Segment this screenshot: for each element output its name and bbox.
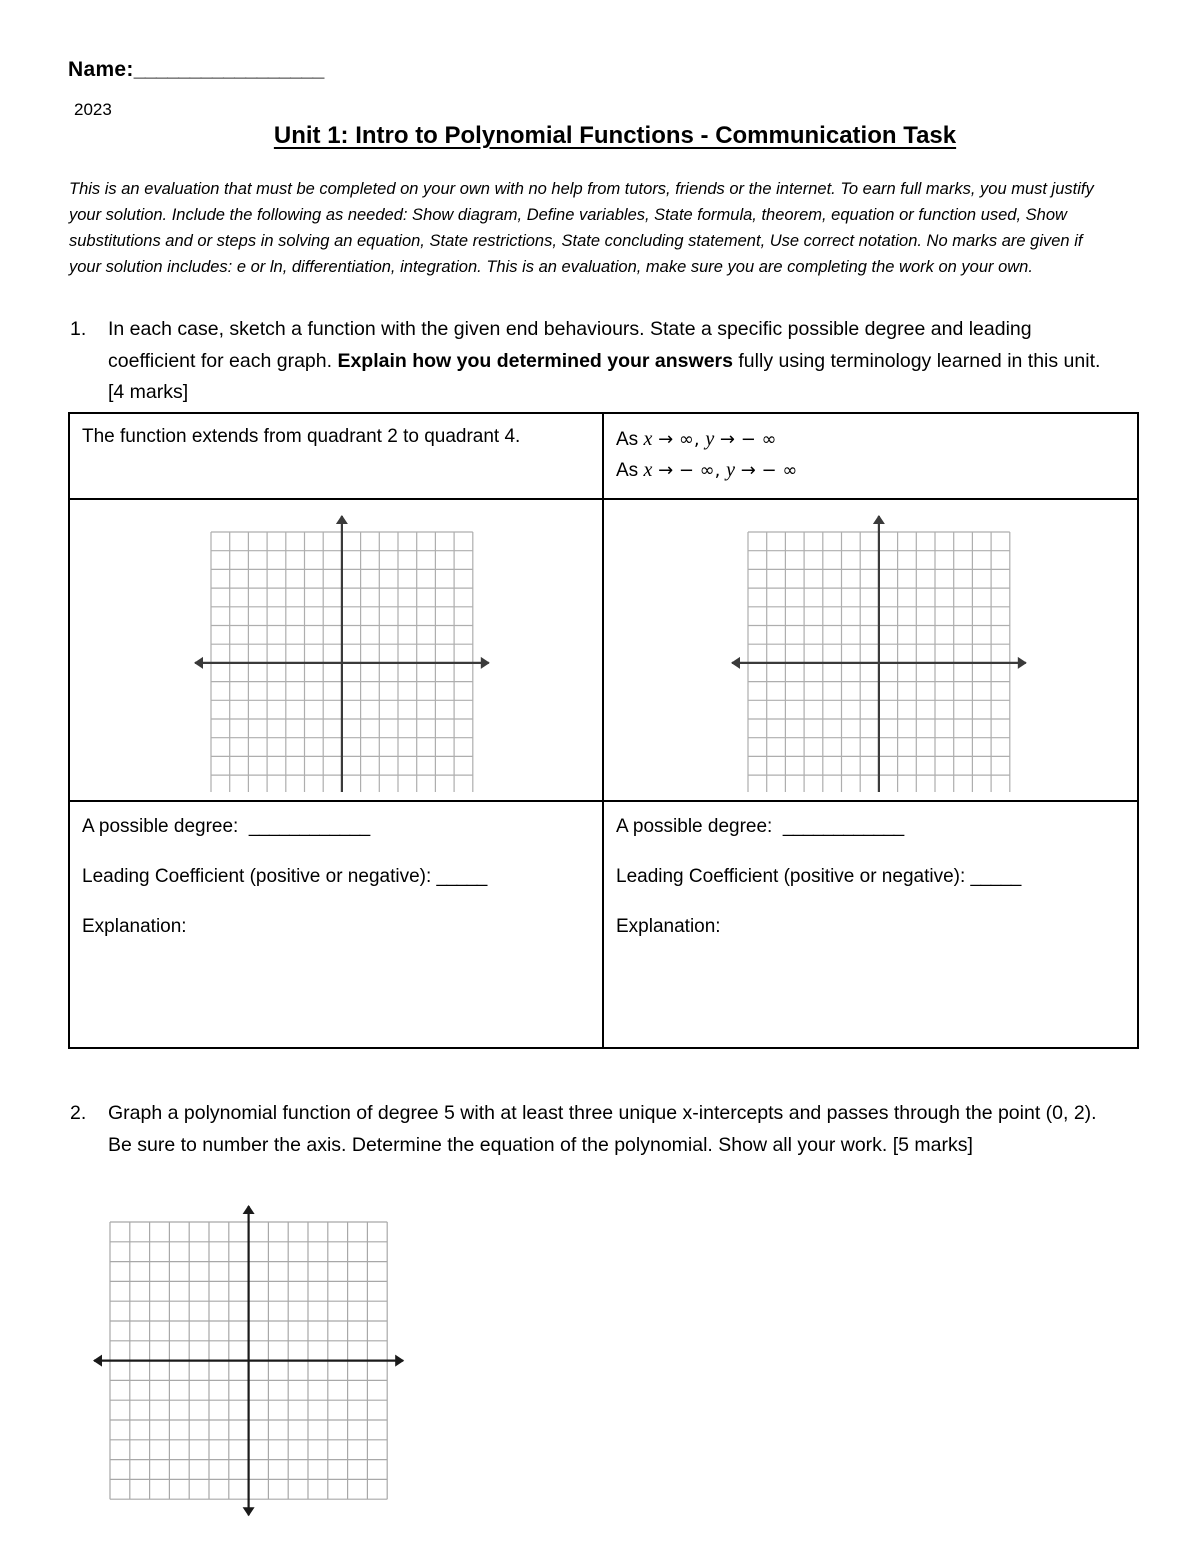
end-behaviour-table [68,412,1139,1049]
explanation-label-right: Explanation: [616,915,721,937]
question-1-text [108,314,1115,409]
question-2-text: Graph a polynomial function of degree 5 with at least three unique x-intercepts and passes through the point (0, 2). Be sure to number the axis. Determine the equation of the polynomial. Show all your work. [5 marks] [108,1102,1097,1156]
leading-coefficient-line-right [616,866,1137,888]
question-1-number: 1. [70,318,87,340]
cell-answers-right [603,801,1138,1048]
question-2-number: 2. [70,1102,87,1124]
cell-prompt-right [603,413,1138,499]
leading-coefficient-label-right: Leading Coefficient (positive or negative): [616,865,966,887]
graph-3-canvas[interactable] [86,1198,426,1518]
graph-2-canvas[interactable] [728,512,1028,792]
eb1-y-var: y [705,428,715,450]
name-blank-line[interactable]: _________________ [133,58,324,81]
eb2-prefix: As [616,459,644,481]
question-1-part-a: In each case, sketch a function with the given end behaviours. State a specific possible degree and leading coefficient for each graph. [108,318,1032,372]
table-row-graphs [69,499,1138,801]
leading-coefficient-label-left: Leading Coefficient (positive or negative): [82,865,432,887]
question-1-part-b: fully using terminology learned in this unit. [4 marks] [108,349,1101,404]
eb2-x-var: x [643,458,653,481]
eb2-y-var: y [726,458,736,481]
name-field-row [68,58,324,82]
question-1-emphasis: Explain how you determined your answers [337,349,733,372]
table-row-answers [69,801,1138,1048]
table-row-prompts [69,413,1138,499]
year-text: 2023 [74,100,112,119]
eb2-suffix: → − ∞ [735,459,798,481]
leading-coefficient-blank-right[interactable]: _____ [970,865,1021,887]
explanation-label-left: Explanation: [82,915,187,937]
degree-blank-left[interactable]: ____________ [248,815,370,837]
eb1-x-var: x [643,428,653,450]
leading-coefficient-line-left [82,866,602,888]
graph-1-canvas[interactable] [191,512,491,792]
answers-left-block [70,802,602,938]
degree-label-left: A possible degree: [82,815,239,837]
degree-blank-right[interactable]: ____________ [782,815,904,837]
page-title: Unit 1: Intro to Polynomial Functions - Communication Task [273,122,957,149]
end-behaviour-line-1 [616,424,1125,455]
eb2-mid: → − ∞, [652,459,727,481]
cell-graph-right[interactable] [603,499,1138,801]
end-behaviour-line-2 [616,455,1125,486]
prompt-right-text [604,414,1137,498]
cell-answers-left [69,801,603,1048]
graph-2[interactable] [728,512,1028,792]
eb1-prefix: As [616,429,644,450]
degree-line-right [616,816,1137,838]
name-label: Name: [68,58,134,81]
answers-right-block [604,802,1137,938]
graph-3[interactable] [86,1198,426,1518]
question-1 [70,314,1115,409]
degree-line-left [82,816,602,838]
degree-label-right: A possible degree: [616,815,773,837]
graph-1[interactable] [191,512,491,792]
instructions-paragraph: This is an evaluation that must be completed on your own with no help from tutors, friends or the internet. To earn full marks, you must justify your solution. Include the following as needed: Show diagram, Define variables, State formula, theorem, equation or function used, Show substitutions and or steps in solving an equation, State restrictions, State concluding statement, Use correct notation. No marks are given if your solution includes: e or ln, differentiation, integration. This is an evaluation, make sure you are completing the work on your own. [69,180,1094,277]
eb1-suffix: → − ∞ [714,429,777,450]
leading-coefficient-blank-left[interactable]: _____ [436,865,487,887]
eb1-mid: → ∞, [652,429,706,450]
prompt-left-text: The function extends from quadrant 2 to quadrant 4. [82,426,521,447]
question-2 [70,1098,1115,1161]
cell-prompt-left [69,413,603,499]
cell-graph-left[interactable] [69,499,603,801]
